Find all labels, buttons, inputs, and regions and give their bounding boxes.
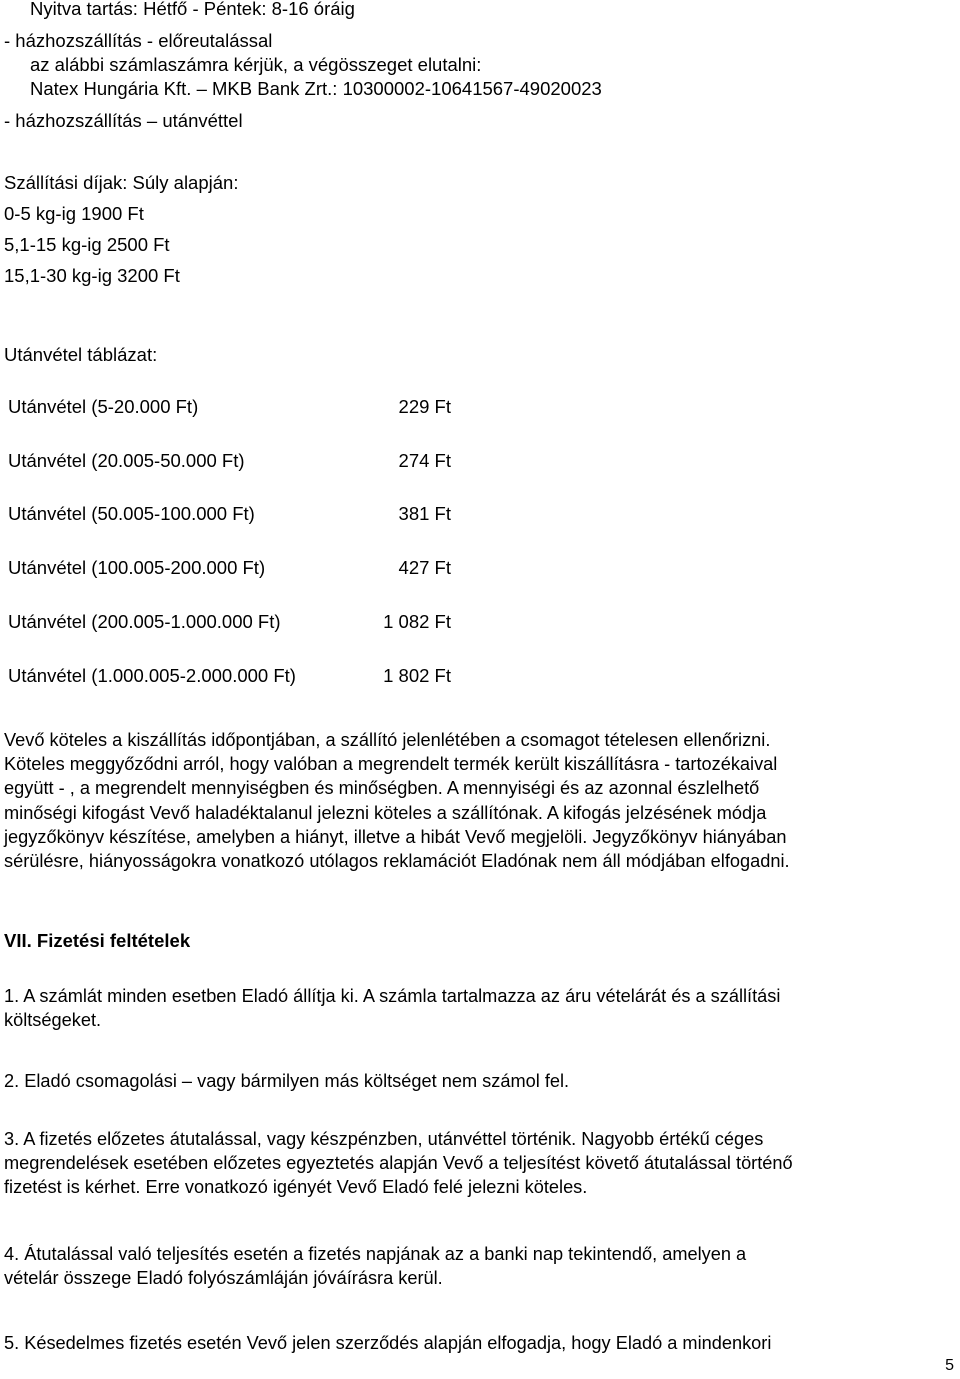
payment-item-4 bbox=[4, 1242, 956, 1290]
payment-item-3 bbox=[4, 1127, 956, 1200]
cod-row-label: Utánvétel (200.005-1.000.000 Ft) bbox=[8, 611, 281, 632]
cod-row-value: 381 Ft bbox=[398, 503, 451, 524]
cod-row-label: Utánvétel (20.005-50.000 Ft) bbox=[8, 450, 245, 471]
delivery-prepay: - házhozszállítás - előreutalással bbox=[4, 30, 273, 51]
paragraph-line: minőségi kifogást Vevő haladéktalanul jelezni köteles a szállítónak. A kifogás jelzésének módja bbox=[4, 802, 767, 823]
paragraph-line: együtt - , a megrendelt mennyiségben és minőségben. A mennyiségi és az azonnal észlelhető bbox=[4, 778, 760, 799]
cod-table-title: Utánvétel táblázat: bbox=[4, 344, 158, 365]
shipping-row: 5,1-15 kg-ig 2500 Ft bbox=[4, 234, 170, 255]
cod-row-value: 229 Ft bbox=[398, 396, 451, 417]
opening-hours: Nyitva tartás: Hétfő - Péntek: 8-16 óráig bbox=[30, 0, 355, 19]
paragraph-line: vételár összege Eladó folyószámláján jóváírásra kerül. bbox=[4, 1268, 443, 1289]
account-line: Natex Hungária Kft. – MKB Bank Zrt.: 10300002-10641567-49020023 bbox=[30, 78, 602, 99]
cod-row-value: 1 802 Ft bbox=[383, 665, 451, 686]
paragraph-line: 3. A fizetés előzetes átutalással, vagy készpénzben, utánvéttel történik. Nagyobb értékű céges bbox=[4, 1129, 764, 1149]
paragraph-line: sérülésre, hiányosságokra vonatkozó utólagos reklamációt Eladónak nem áll módjában elfogadni. bbox=[4, 851, 790, 872]
inspection-paragraph bbox=[4, 728, 956, 873]
paragraph-line: 2. Eladó csomagolási – vagy bármilyen más költséget nem számol fel. bbox=[4, 1071, 570, 1091]
paragraph-line: 1. A számlát minden esetben Eladó állítja ki. A számla tartalmazza az áru vételárát és a szállítási bbox=[4, 986, 781, 1006]
paragraph-line: 5. Késedelmes fizetés esetén Vevő jelen szerződés alapján elfogadja, hogy Eladó a mindenkori bbox=[4, 1333, 772, 1353]
page-number: 5 bbox=[945, 1357, 954, 1374]
paragraph-line: megrendelések esetében előzetes egyeztetés alapján Vevő a teljesítést követő átutalással történő bbox=[4, 1153, 793, 1174]
cod-row-value: 274 Ft bbox=[398, 450, 451, 471]
cod-row-label: Utánvétel (1.000.005-2.000.000 Ft) bbox=[8, 665, 296, 686]
paragraph-line: fizetést is kérhet. Erre vonatkozó igényét Vevő Eladó felé jelezni köteles. bbox=[4, 1177, 588, 1198]
paragraph-line: 4. Átutalással való teljesítés esetén a fizetés napjának az a banki nap tekintendő, amelyen a bbox=[4, 1244, 747, 1264]
shipping-row: 0-5 kg-ig 1900 Ft bbox=[4, 203, 144, 224]
payment-item-1 bbox=[4, 984, 956, 1032]
cod-row-label: Utánvétel (100.005-200.000 Ft) bbox=[8, 557, 266, 578]
cod-row-value: 427 Ft bbox=[398, 557, 451, 578]
paragraph-line: jegyzőkönyv készítése, amelyben a hiányt, illetve a hibát Vevő megjelöli. Jegyzőkönyv hiányában bbox=[4, 826, 787, 847]
section-heading: VII. Fizetési feltételek bbox=[4, 930, 191, 951]
payment-item-2 bbox=[4, 1069, 956, 1093]
paragraph-line: Vevő köteles a kiszállítás időpontjában, a szállító jelenlétében a csomagot tételesen ellenőrizni. bbox=[4, 730, 771, 750]
cod-row-label: Utánvétel (5-20.000 Ft) bbox=[8, 396, 199, 417]
paragraph-line: költségeket. bbox=[4, 1010, 102, 1031]
shipping-row: 15,1-30 kg-ig 3200 Ft bbox=[4, 265, 180, 286]
payment-item-5 bbox=[4, 1331, 956, 1355]
paragraph-line: Köteles meggyőződni arról, hogy valóban a megrendelt termék került kiszállításra - tartozékaival bbox=[4, 754, 778, 775]
cod-row-label: Utánvétel (50.005-100.000 Ft) bbox=[8, 503, 255, 524]
account-note: az alábbi számlaszámra kérjük, a végösszeget elutalni: bbox=[30, 54, 482, 75]
cod-row-value: 1 082 Ft bbox=[383, 611, 451, 632]
shipping-title: Szállítási díjak: Súly alapján: bbox=[4, 172, 239, 193]
delivery-cod: - házhozszállítás – utánvéttel bbox=[4, 110, 243, 131]
